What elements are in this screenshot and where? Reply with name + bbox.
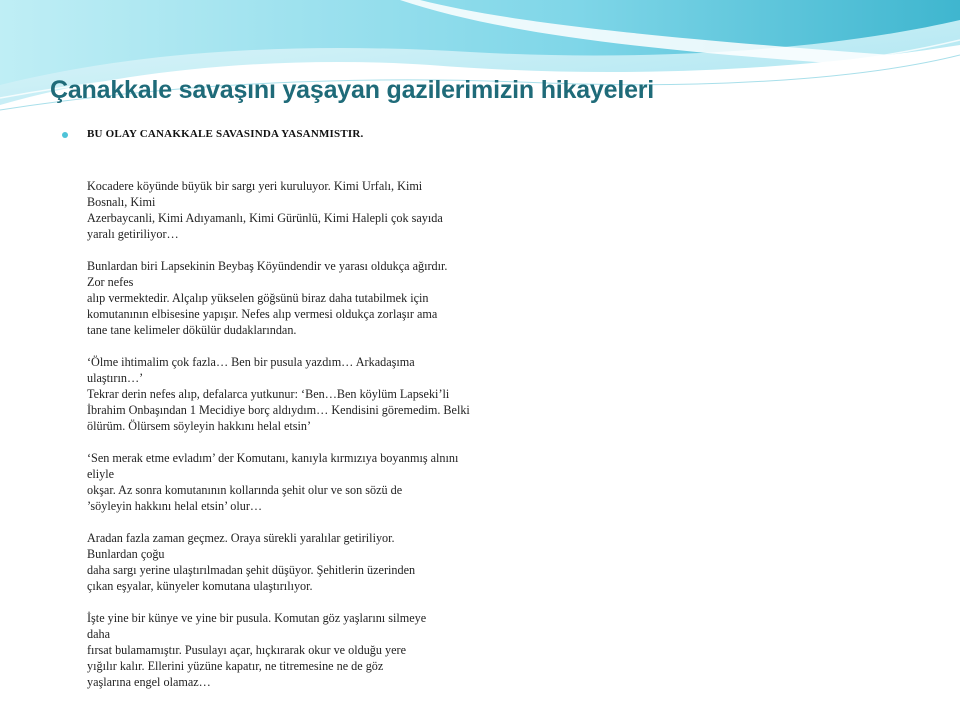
story-line: alıp vermektedir. Alçalıp yükselen göğsünü biraz daha tutabilmek için: [87, 291, 429, 305]
section-heading: BU OLAY CANAKKALE SAVASINDA YASANMISTIR.: [87, 128, 364, 140]
story-body: [87, 178, 607, 706]
story-line: Kocadere köyünde büyük bir sargı yeri kuruluyor. Kimi Urfalı, Kimi: [87, 179, 423, 193]
story-line: yaşlarına engel olamaz…: [87, 675, 211, 689]
story-line: okşar. Az sonra komutanının kollarında şehit olur ve son sözü de: [87, 483, 403, 497]
story-line: Bosnalı, Kimi: [87, 195, 156, 209]
story-line: eliyle: [87, 467, 115, 481]
story-line: komutanının elbisesine yapışır. Nefes alıp vermesi oldukça zorlaşır ama: [87, 307, 438, 321]
story-paragraph: [87, 354, 607, 434]
story-paragraph: [87, 450, 607, 514]
story-line: Tekrar derin nefes alıp, defalarca yutkunur: ‘Ben…Ben köylüm Lapseki’li: [87, 387, 450, 401]
story-line: çıkan eşyalar, künyeler komutana ulaştırılıyor.: [87, 579, 313, 593]
story-line: tane tane kelimeler dökülür dudaklarından.: [87, 323, 297, 337]
story-paragraph: [87, 178, 607, 242]
story-line: ‘Ölme ihtimalim çok fazla… Ben bir pusula yazdım… Arkadaşıma: [87, 355, 415, 369]
story-paragraph: [87, 610, 607, 690]
story-line: yaralı getiriliyor…: [87, 227, 179, 241]
story-line: Azerbaycanli, Kimi Adıyamanlı, Kimi Gürünlü, Kimi Halepli çok sayıda: [87, 211, 443, 225]
story-paragraph: [87, 258, 607, 338]
story-line: fırsat bulamamıştır. Pusulayı açar, hıçkırarak okur ve olduğu yere: [87, 643, 406, 657]
slide-title: Çanakkale savaşını yaşayan gazilerimizin hikayeleri: [50, 76, 655, 104]
story-line: İbrahim Onbaşından 1 Mecidiye borç aldıydım… Kendisini göremedim. Belki: [87, 403, 470, 417]
story-line: ‘Sen merak etme evladım’ der Komutanı, kanıyla kırmızıya boyanmış alnını: [87, 451, 459, 465]
story-line: Bunlardan çoğu: [87, 547, 165, 561]
story-line: Zor nefes: [87, 275, 134, 289]
story-line: Bunlardan biri Lapsekinin Beybaş Köyündendir ve yarası oldukça ağırdır.: [87, 259, 448, 273]
story-line: daha sargı yerine ulaştırılmadan şehit düşüyor. Şehitlerin üzerinden: [87, 563, 416, 577]
story-paragraph: [87, 530, 607, 594]
story-line: daha: [87, 627, 111, 641]
story-line: İşte yine bir künye ve yine bir pusula. Komutan göz yaşlarını silmeye: [87, 611, 427, 625]
story-line: ulaştırın…’: [87, 371, 144, 385]
story-line: ’söyleyin hakkını helal etsin’ olur…: [87, 499, 263, 513]
bullet-icon: [62, 132, 68, 138]
story-line: ölürüm. Ölürsem söyleyin hakkını helal etsin’: [87, 419, 312, 433]
story-line: Aradan fazla zaman geçmez. Oraya sürekli yaralılar getiriliyor.: [87, 531, 395, 545]
story-line: yığılır kalır. Ellerini yüzüne kapatır, ne titremesine ne de göz: [87, 659, 384, 673]
